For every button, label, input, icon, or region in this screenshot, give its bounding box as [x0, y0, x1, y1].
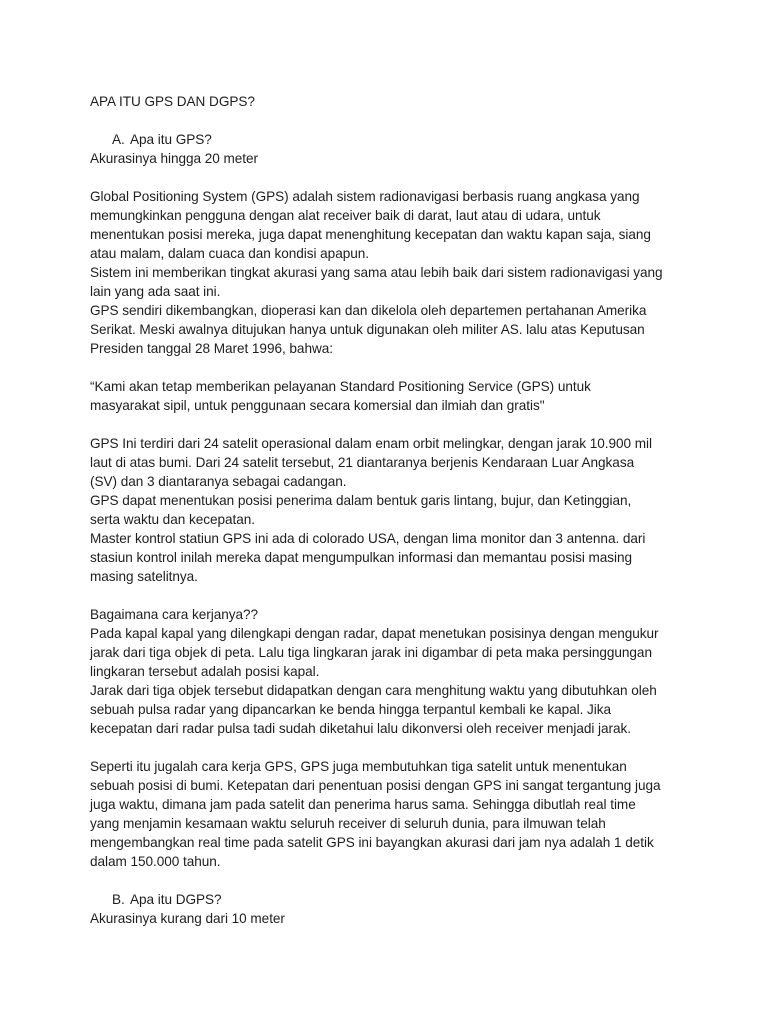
text-line: sebuah pulsa radar yang dipancarkan ke benda hingga terpantul kembali ke kapal. Jika — [90, 702, 612, 717]
text-line: Global Positioning System (GPS) adalah sistem radionavigasi berbasis ruang angkasa yang — [90, 189, 640, 204]
text-line: Serikat. Meski awalnya ditujukan hanya untuk digunakan oleh militer AS. lalu atas Keputusan — [90, 322, 645, 337]
text-line: lingkaran tersebut adalah posisi kapal. — [90, 664, 320, 679]
text-line: GPS sendiri dikembangkan, dioperasi kan dan dikelola oleh departemen pertahanan Amerika — [90, 303, 647, 318]
paragraph-gps-timing — [90, 757, 690, 871]
text-line: lain yang ada saat ini. — [90, 284, 221, 299]
spacer — [90, 358, 690, 377]
text-line: serta waktu dan kecepatan. — [90, 512, 255, 527]
text-line: mengembangkan real time pada satelit GPS ini bayangkan akurasi dari jam nya adalah 1 detik — [90, 835, 654, 850]
text-line: Pada kapal kapal yang dilengkapi dengan radar, dapat menetukan posisinya dengan mengukur — [90, 626, 659, 641]
quote-block — [90, 377, 690, 415]
text-line: Jarak dari tiga objek tersebut didapatkan dengan cara menghitung waktu yang dibutuhkan oleh — [90, 683, 657, 698]
text-line: Master kontrol statiun GPS ini ada di colorado USA, dengan lima monitor dan 3 antenna. dari — [90, 531, 646, 546]
section-b-heading-text: Apa itu DGPS? — [130, 892, 222, 907]
text-line: kecepatan dari radar pulsa tadi sudah diketahui lalu dikonversi oleh receiver menjadi jarak. — [90, 721, 631, 736]
paragraph-how-it-works — [90, 605, 690, 738]
section-b-accuracy: Akurasinya kurang dari 10 meter — [90, 911, 285, 926]
spacer — [90, 738, 690, 757]
spacer — [90, 871, 690, 890]
section-a-heading — [90, 130, 690, 149]
list-marker: A. — [112, 132, 125, 147]
spacer — [90, 111, 690, 130]
text-line: Bagaimana cara kerjanya?? — [90, 607, 259, 622]
text-line: atau malam, dalam cuaca dan kondisi apapun. — [90, 246, 369, 261]
text-line: sebuah posisi di bumi. Ketepatan dari penentuan posisi dengan GPS ini sangat tergantung juga — [90, 778, 661, 793]
text-line: Presiden tanggal 28 Maret 1996, bahwa: — [90, 341, 333, 356]
paragraph-intro — [90, 187, 690, 358]
list-marker: B. — [112, 892, 125, 907]
text-line: yang menjamin kesamaan waktu seluruh receiver di seluruh dunia, para ilmuwan telah — [90, 816, 606, 831]
spacer — [90, 415, 690, 434]
section-a-accuracy: Akurasinya hingga 20 meter — [90, 151, 258, 166]
text-line: stasiun kontrol inilah mereka dapat mengumpulkan informasi dan memantau posisi masing — [90, 550, 633, 565]
text-line: GPS dapat menentukan posisi penerima dalam bentuk garis lintang, bujur, dan Ketinggian, — [90, 493, 632, 508]
text-line: (SV) dan 3 diantaranya sebagai cadangan. — [90, 474, 347, 489]
section-a-heading-text: Apa itu GPS? — [130, 132, 212, 147]
text-line: masyarakat sipil, untuk penggunaan secara komersial dan ilmiah dan gratis" — [90, 398, 545, 413]
document-title: APA ITU GPS DAN DGPS? — [90, 94, 255, 109]
paragraph-satellites — [90, 434, 690, 586]
text-line: Sistem ini memberikan tingkat akurasi yang sama atau lebih baik dari sistem radionavigasi yang — [90, 265, 663, 280]
text-line: Seperti itu jugalah cara kerja GPS, GPS juga membutuhkan tiga satelit untuk menentukan — [90, 759, 627, 774]
text-line: “Kami akan tetap memberikan pelayanan Standard Positioning Service (GPS) untuk — [90, 379, 591, 394]
text-line: memungkinkan pengguna dengan alat receiver baik di darat, laut atau di udara, untuk — [90, 208, 601, 223]
section-b-heading — [90, 890, 690, 909]
text-line: GPS Ini terdiri dari 24 satelit operasional dalam enam orbit melingkar, dengan jarak 10.900 mil — [90, 436, 652, 451]
text-line: menentukan posisi mereka, juga dapat menenghitung kecepatan dan waktu kapan saja, siang — [90, 227, 651, 242]
document-body — [90, 92, 690, 928]
text-line: juga waktu, dimana jam pada satelit dan penerima harus sama. Sehingga dibutlah real time — [90, 797, 636, 812]
text-line: masing satelitnya. — [90, 569, 198, 584]
spacer — [90, 586, 690, 605]
text-line: dalam 150.000 tahun. — [90, 854, 221, 869]
text-line: laut di atas bumi. Dari 24 satelit tersebut, 21 diantaranya berjenis Kendaraan Luar Angkasa — [90, 455, 635, 470]
text-line: jarak dari tiga objek di peta. Lalu tiga lingkaran jarak ini digambar di peta maka persinggungan — [90, 645, 652, 660]
spacer — [90, 168, 690, 187]
